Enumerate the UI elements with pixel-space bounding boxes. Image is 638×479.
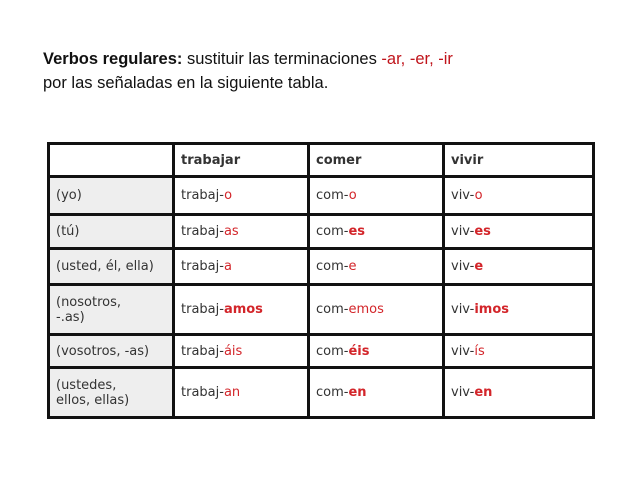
conjugation-cell-comer bbox=[309, 177, 444, 215]
pronoun-text: (nosotros, bbox=[56, 294, 122, 310]
conjugation-cell-vivir bbox=[444, 249, 594, 285]
intro-text-2: por las señaladas en la siguiente tabla. bbox=[43, 74, 329, 92]
conjugation-cell-comer bbox=[309, 368, 444, 418]
verb-stem: viv- bbox=[451, 302, 475, 317]
pronoun-cell bbox=[49, 368, 174, 418]
conjugation-cell-comer bbox=[309, 335, 444, 368]
verb-ending: en bbox=[474, 385, 493, 400]
verb-ending: as bbox=[223, 224, 239, 239]
verb-stem: com- bbox=[316, 385, 349, 400]
header-vivir: vivir bbox=[444, 144, 594, 177]
conjugation-cell-comer bbox=[309, 215, 444, 249]
verb-ending: es bbox=[474, 224, 491, 239]
table-row bbox=[49, 368, 594, 418]
verb-ending: o bbox=[474, 188, 483, 203]
verb-stem: com- bbox=[316, 343, 349, 359]
verb-ending: amos bbox=[223, 302, 263, 317]
pronoun-text: (yo) bbox=[56, 188, 82, 203]
verb-stem: com- bbox=[316, 302, 349, 317]
intro-heading: Verbos regulares: bbox=[43, 50, 183, 68]
intro-endings: -ar, -er, -ir bbox=[381, 50, 453, 68]
pronoun-text: (usted, él, ella) bbox=[56, 259, 154, 274]
table-row bbox=[49, 335, 594, 368]
pronoun-cell bbox=[49, 335, 174, 368]
conjugation-cell-vivir bbox=[444, 177, 594, 215]
conjugation-cell-trabajar bbox=[174, 215, 309, 249]
table-header-row bbox=[49, 144, 594, 177]
pronoun-cell bbox=[49, 285, 174, 335]
conjugation-cell-trabajar bbox=[174, 335, 309, 368]
pronoun-text: (vosotros, -as) bbox=[56, 343, 150, 359]
conjugation-cell-vivir bbox=[444, 335, 594, 368]
conjugation-cell-trabajar bbox=[174, 249, 309, 285]
verb-stem: viv- bbox=[451, 259, 475, 274]
pronoun-text: -.as) bbox=[56, 309, 85, 325]
pronoun-cell bbox=[49, 177, 174, 215]
verb-ending: ís bbox=[474, 343, 485, 359]
intro-paragraph bbox=[43, 47, 613, 95]
verb-ending: éis bbox=[348, 343, 370, 359]
conjugation-cell-vivir bbox=[444, 285, 594, 335]
verb-ending: an bbox=[223, 385, 241, 400]
verb-ending: o bbox=[224, 188, 233, 203]
verb-stem: viv- bbox=[451, 188, 475, 203]
conjugation-cell-comer bbox=[309, 285, 444, 335]
verb-stem: com- bbox=[316, 259, 349, 274]
verb-stem: trabaj- bbox=[181, 343, 224, 359]
pronoun-cell bbox=[49, 249, 174, 285]
verb-stem: com- bbox=[316, 188, 349, 203]
verb-ending: emos bbox=[348, 302, 384, 317]
verb-stem: trabaj- bbox=[181, 259, 224, 274]
pronoun-text: ellos, ellas) bbox=[56, 392, 130, 408]
verb-ending: áis bbox=[223, 343, 243, 359]
conjugation-cell-trabajar bbox=[174, 368, 309, 418]
verb-ending: o bbox=[348, 188, 357, 203]
table-row bbox=[49, 215, 594, 249]
verb-stem: trabaj- bbox=[181, 224, 224, 239]
verb-ending: e bbox=[348, 259, 357, 274]
verb-stem: viv- bbox=[451, 385, 475, 400]
table-row bbox=[49, 249, 594, 285]
verb-ending: en bbox=[348, 385, 367, 400]
header-trabajar: trabajar bbox=[174, 144, 309, 177]
verb-stem: viv- bbox=[451, 343, 475, 359]
verb-stem: trabaj- bbox=[181, 302, 224, 317]
pronoun-text: (tú) bbox=[56, 224, 80, 239]
verb-stem: trabaj- bbox=[181, 188, 225, 203]
conjugation-cell-trabajar bbox=[174, 177, 309, 215]
pronoun-cell bbox=[49, 215, 174, 249]
pronoun-text: (ustedes, bbox=[56, 377, 117, 393]
table-row bbox=[49, 285, 594, 335]
intro-text-1: sustituir las terminaciones bbox=[182, 50, 382, 68]
header-empty-cell bbox=[49, 144, 174, 177]
conjugation-cell-vivir bbox=[444, 368, 594, 418]
verb-stem: trabaj- bbox=[181, 385, 224, 400]
verb-ending: e bbox=[474, 259, 484, 274]
header-comer: comer bbox=[309, 144, 444, 177]
conjugation-cell-vivir bbox=[444, 215, 594, 249]
conjugation-cell-trabajar bbox=[174, 285, 309, 335]
table-row bbox=[49, 177, 594, 215]
verb-ending: es bbox=[348, 224, 366, 239]
verb-stem: com- bbox=[316, 224, 349, 239]
conjugation-table bbox=[47, 142, 595, 419]
verb-ending: a bbox=[223, 259, 232, 274]
verb-ending: imos bbox=[474, 302, 510, 317]
conjugation-cell-comer bbox=[309, 249, 444, 285]
verb-stem: viv- bbox=[451, 224, 475, 239]
